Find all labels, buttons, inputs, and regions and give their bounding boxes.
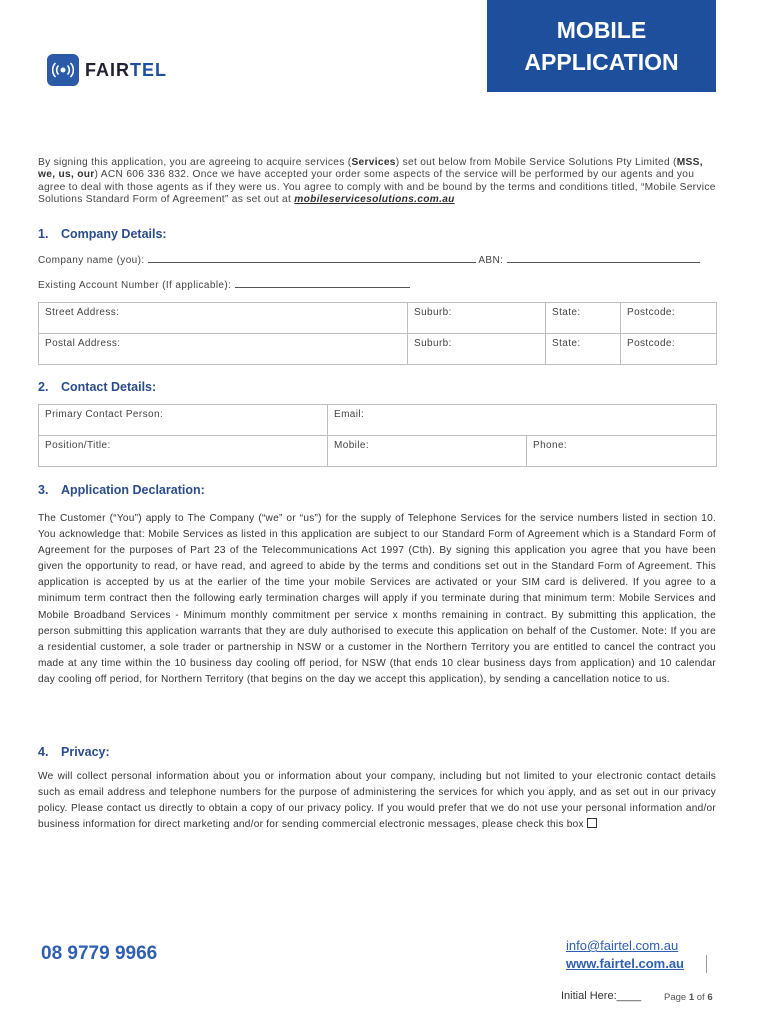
postal-suburb-field[interactable]: Suburb:	[408, 334, 546, 365]
section-2-title: Contact Details:	[61, 380, 157, 394]
fairtel-logo	[47, 54, 167, 86]
email-field[interactable]: Email:	[328, 405, 717, 436]
current-page: 1	[688, 992, 695, 1003]
street-state-field[interactable]: State:	[546, 303, 621, 334]
title-line-2: APPLICATION	[524, 49, 679, 75]
privacy-paragraph: We will collect personal information about you or information about your company, including but not limited to your electronic contact details such as email address and telephone numbers for the purpose of administering the services for which you apply, and as set out in our privacy policy. Please contact us directly to obtain a copy of our privacy policy. If you would prefer that we do not use your personal information and/or business information for direct marketing and/or for sending commercial electronic messages, please check this box	[38, 771, 716, 831]
intro-bold-mss: MSS, we, us, our	[38, 157, 703, 181]
street-address-field[interactable]: Street Address:	[39, 303, 408, 334]
company-name-label: Company name (you):	[38, 255, 145, 266]
street-suburb-field[interactable]: Suburb:	[408, 303, 546, 334]
account-number-label: Existing Account Number (If applicable):	[38, 280, 232, 291]
section-2-number: 2.	[38, 380, 49, 394]
company-name-field[interactable]	[148, 253, 476, 263]
contact-row-2	[39, 436, 717, 467]
initial-field[interactable]: ____	[616, 990, 642, 1002]
section-4-title: Privacy:	[61, 745, 110, 759]
contact-table	[38, 404, 717, 467]
company-name-row	[38, 253, 700, 266]
footer-website-link[interactable]: www.fairtel.com.au	[566, 956, 684, 971]
account-number-row	[38, 278, 410, 291]
section-3-title: Application Declaration:	[61, 483, 205, 497]
section-3-heading	[38, 483, 205, 497]
initial-label: Initial Here:	[561, 990, 617, 1002]
abn-label: ABN:	[478, 255, 504, 266]
street-postcode-field[interactable]: Postcode:	[621, 303, 717, 334]
title-line-1: MOBILE	[556, 17, 647, 43]
intro-paragraph	[38, 157, 718, 206]
text-cursor	[706, 955, 707, 973]
initial-here	[561, 990, 641, 1002]
page-word: Page	[664, 992, 687, 1003]
postal-address-field[interactable]: Postal Address:	[39, 334, 408, 365]
postal-state-field[interactable]: State:	[546, 334, 621, 365]
phone-field[interactable]: Phone:	[527, 436, 717, 467]
position-title-field[interactable]: Position/Title:	[39, 436, 328, 467]
intro-text-2: ) set out below from Mobile Service Solutions Pty Limited (	[395, 157, 677, 168]
address-table	[38, 302, 717, 365]
section-2-heading	[38, 380, 156, 394]
section-1-heading	[38, 227, 167, 241]
section-4-number: 4.	[38, 745, 49, 759]
section-4-heading	[38, 745, 110, 759]
account-number-field[interactable]	[235, 278, 410, 288]
page-of-word: of	[696, 992, 705, 1003]
postal-address-row	[39, 334, 717, 365]
section-1-number: 1.	[38, 227, 49, 241]
logo-wordmark	[85, 60, 167, 81]
document-title-banner	[487, 0, 716, 92]
section-1-title: Company Details:	[61, 227, 167, 241]
total-pages: 6	[707, 992, 713, 1003]
intro-bold-services: Services	[351, 157, 396, 168]
primary-contact-field[interactable]: Primary Contact Person:	[39, 405, 328, 436]
fairtel-logo-icon	[47, 54, 79, 86]
street-address-row	[39, 303, 717, 334]
postal-postcode-field[interactable]: Postcode:	[621, 334, 717, 365]
privacy-text	[38, 769, 716, 833]
abn-field[interactable]	[507, 253, 700, 263]
intro-text-3: ) ACN 606 336 832. Once we have accepted your order some aspects of the service will be performed by our agents and you agree to deal with those agents as if they were us. You agree to comply with and be bound by the terms and conditions titled, “Mobile Service Solutions Standard Form of Agreement” as set out at	[38, 169, 716, 205]
application-declaration-text: The Customer (“You”) apply to The Company (“we” or “us”) for the supply of Telephone Services for the service numbers listed in section 10. You acknowledge that: Mobile Services as listed in this application are subject to our Standard Form of Agreement which is a Standard Form of Agreement for the purposes of Part 23 of the Telecommunications Act 1997 (Cth). By signing this application you agree that you have been given the opportunity to read, or have read, and agreed to abide by the terms and conditions set out in the Standard Form of Agreement. This application is accepted by us at the earlier of the time your mobile Services are activated or your SIM card is delivered. If you agree to a minimum term contract then the following early termination charges will apply if you terminate during that minimum term: Mobile Services and Mobile Broadband Services - Minimum monthly commitment per service x months remaining in contract. By submitting this application, the person submitting this application warrants that they are duly authorised to execute this application on behalf of the Customer. Note: If you are a residential customer, a sole trader or partnership in NSW or a customer in the Northern Territory you are entitled to cancel the contract you made at any time within the 10 business day cooling off period, for NSW (that ends 10 clear business days from application) and 10 calendar day cooling off period, for Northern Territory (that begins on the day we accept this application), by sending a cancellation notice to us.	[38, 513, 716, 685]
agreement-link[interactable]: mobileservicesolutions.com.au	[294, 193, 455, 205]
footer-phone: 08 9779 9966	[41, 943, 158, 964]
logo-text-fair: FAIR	[85, 59, 131, 80]
mobile-field[interactable]: Mobile:	[328, 436, 527, 467]
intro-text-1: By signing this application, you are agreeing to acquire services (	[38, 157, 352, 168]
marketing-opt-out-checkbox[interactable]	[587, 818, 597, 828]
contact-row-1	[39, 405, 717, 436]
footer-email-link[interactable]: info@fairtel.com.au	[566, 938, 679, 953]
logo-text-tel: TEL	[130, 59, 168, 80]
page-number	[664, 992, 713, 1003]
section-3-number: 3.	[38, 483, 49, 497]
